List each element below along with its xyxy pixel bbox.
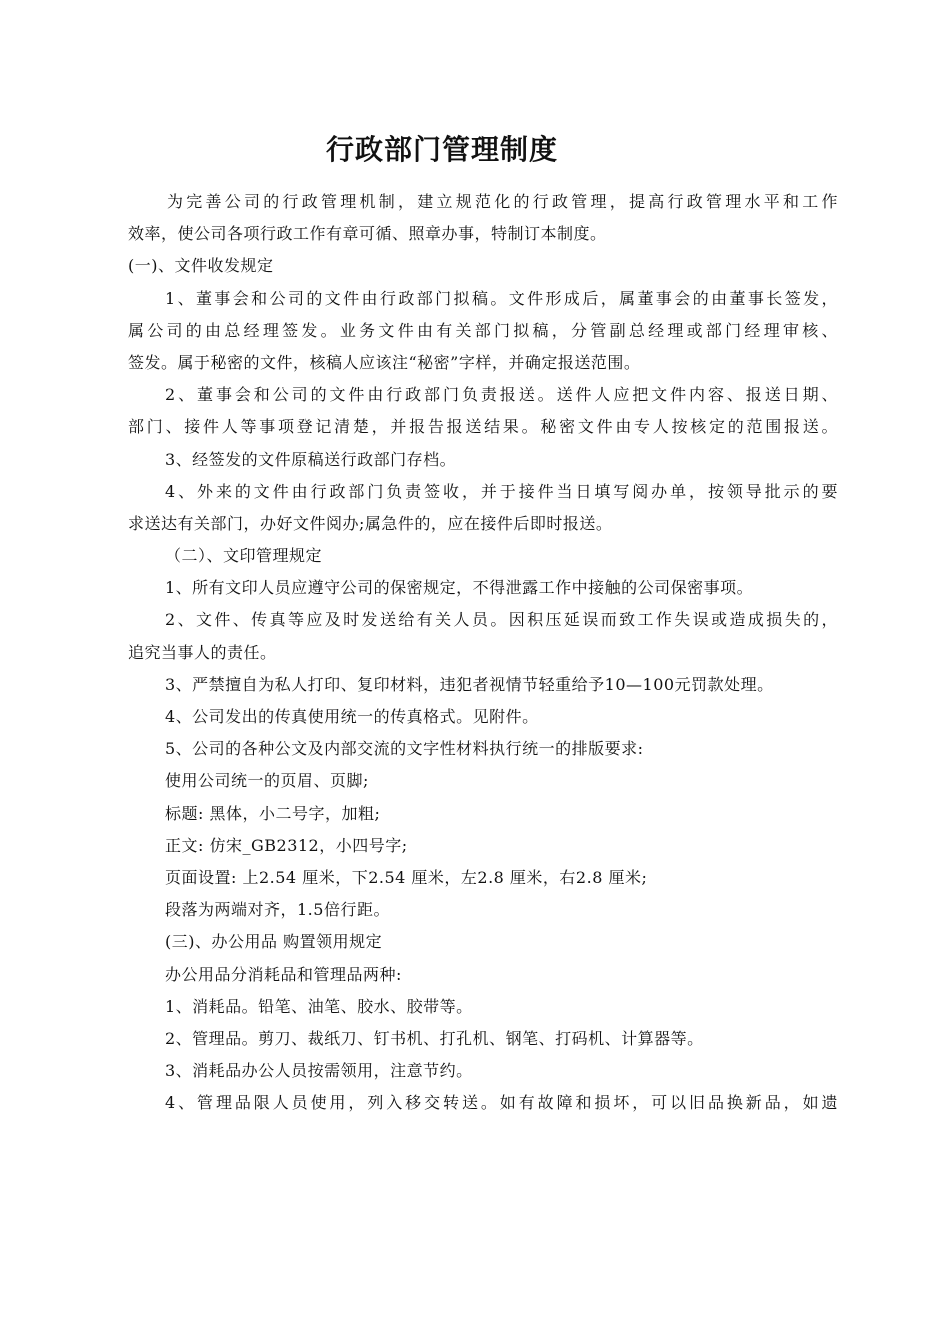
paragraph-line: 4、管理品限人员使用，列入移交转送。如有故障和损坏，可以旧品换新品，如遗 xyxy=(165,1093,838,1113)
paragraph-line: 3、严禁擅自为私人打印、复印材料，违犯者视情节轻重给予10—100元罚款处理。 xyxy=(165,674,774,694)
paragraph-line: 追究当事人的责任。 xyxy=(128,642,277,662)
paragraph-line: 4、公司发出的传真使用统一的传真格式。见附件。 xyxy=(165,707,539,726)
paragraph-line: 2、文件、传真等应及时发送给有关人员。因积压延误而致工作失误或造成损失的， xyxy=(165,610,838,630)
paragraph-line: 签发。属于秘密的文件，核稿人应该注“秘密”字样，并确定报送范围。 xyxy=(128,352,641,372)
section-heading: (三)、办公用品 购置领用规定 xyxy=(165,932,383,952)
paragraph-line: 页面设置: 上2.54 厘米，下2.54 厘米，左2.8 厘米，右2.8 厘米; xyxy=(165,867,648,887)
paragraph-line: 效率，使公司各项行政工作有章可循、照章办事，特制订本制度。 xyxy=(128,224,607,244)
document-title: 行政部门管理制度 xyxy=(325,133,558,166)
paragraph-line: 1、所有文印人员应遵守公司的保密规定，不得泄露工作中接触的公司保密事项。 xyxy=(165,578,754,598)
paragraph-line: 正文: 仿宋_GB2312，小四号字; xyxy=(165,835,408,855)
paragraph-line: 3、消耗品办公人员按需领用，注意节约。 xyxy=(165,1061,473,1081)
paragraph-line: 5、公司的各种公文及内部交流的文字性材料执行统一的排版要求: xyxy=(165,739,644,759)
paragraph-line: 部门、接件人等事项登记清楚，并报告报送结果。秘密文件由专人按核定的范围报送。 xyxy=(128,417,838,437)
paragraph-line: 段落为两端对齐，1.5倍行距。 xyxy=(165,900,390,920)
paragraph-line: 属公司的由总经理签发。业务文件由有关部门拟稿，分管副总经理或部门经理审核、 xyxy=(128,320,838,340)
paragraph-line: 1、消耗品。铅笔、油笔、胶水、胶带等。 xyxy=(165,996,473,1016)
paragraph-line: 4、外来的文件由行政部门负责签收，并于接件当日填写阅办单，按领导批示的要 xyxy=(165,481,838,501)
section-heading: （二）、文印管理规定 xyxy=(165,546,323,566)
paragraph-line: 1、董事会和公司的文件由行政部门拟稿。文件形成后，属董事会的由董事长签发， xyxy=(165,288,838,308)
paragraph-line: 3、经签发的文件原稿送行政部门存档。 xyxy=(165,449,457,469)
document-body xyxy=(128,186,838,1119)
paragraph-line: 2、董事会和公司的文件由行政部门负责报送。送件人应把文件内容、报送日期、 xyxy=(165,385,838,405)
paragraph-line: 办公用品分消耗品和管理品两种: xyxy=(165,964,402,984)
paragraph-line: 为完善公司的行政管理机制，建立规范化的行政管理，提高行政管理水平和工作 xyxy=(167,192,838,211)
paragraph-line: 使用公司统一的页眉、页脚; xyxy=(165,771,369,791)
paragraph-line: 标题: 黑体，小二号字，加粗; xyxy=(165,803,381,823)
section-heading: (一)、文件收发规定 xyxy=(128,256,274,276)
paragraph-line: 2、管理品。剪刀、裁纸刀、钉书机、打孔机、钢笔、打码机、计算器等。 xyxy=(165,1028,704,1048)
paragraph-line: 求送达有关部门，办好文件阅办;属急件的，应在接件后即时报送。 xyxy=(128,513,613,533)
